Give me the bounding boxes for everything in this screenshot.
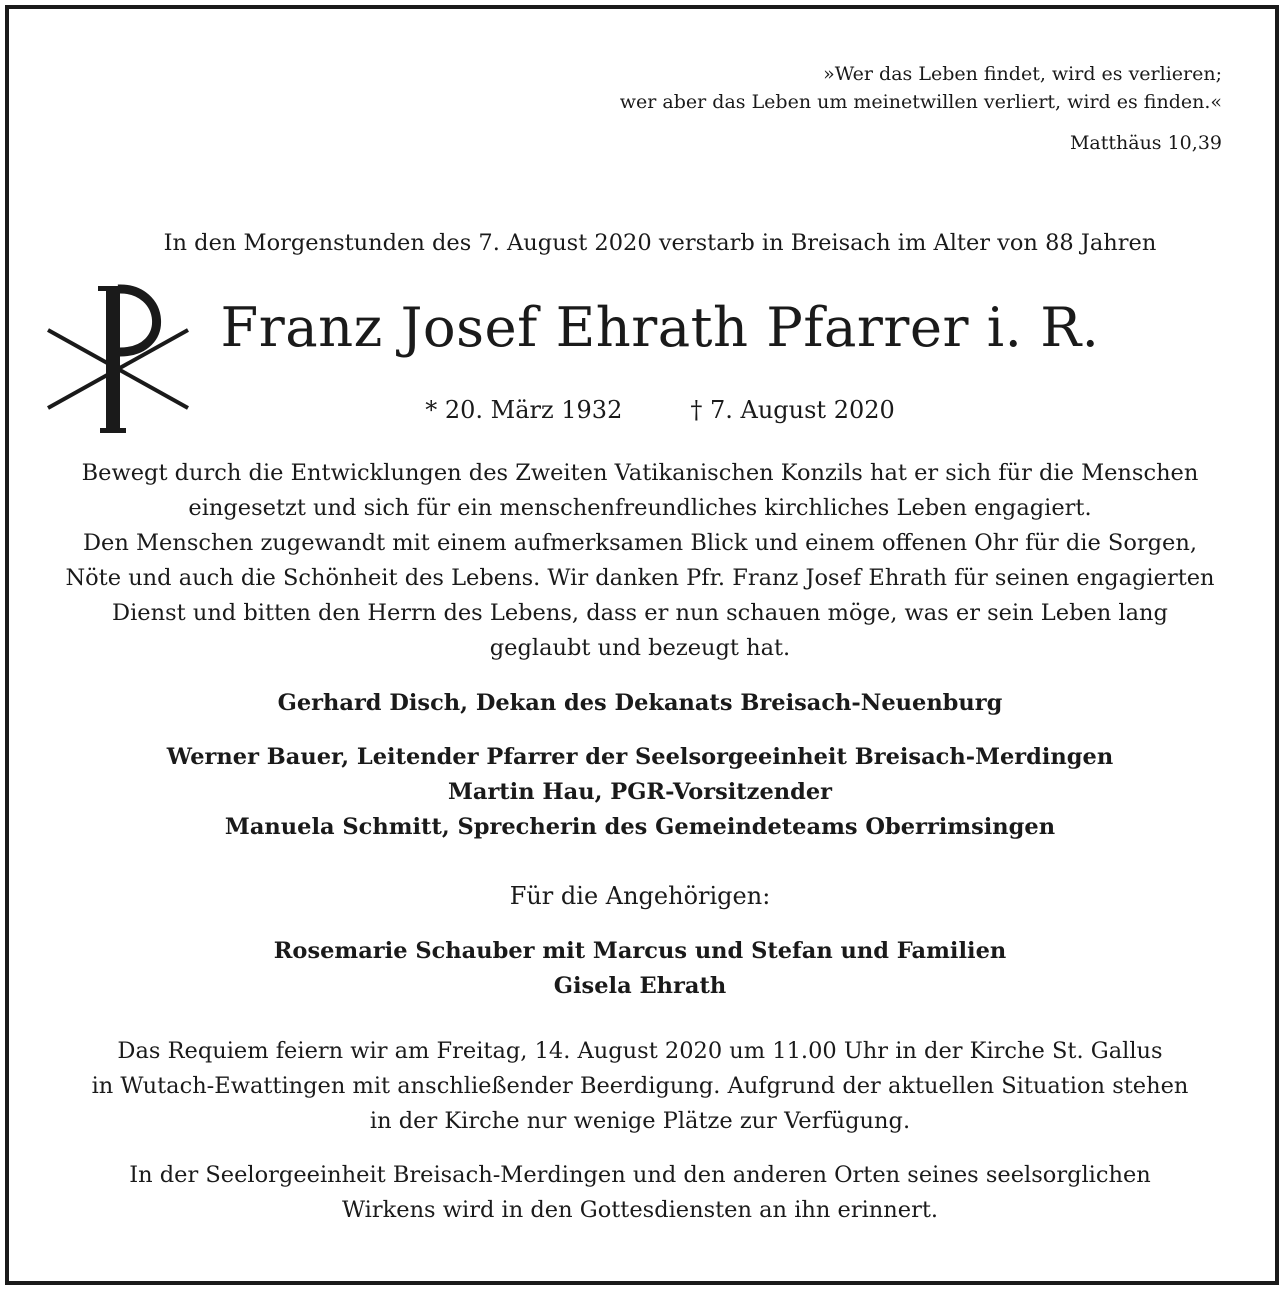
signatory-line: Gerhard Disch, Dekan des Dekanats Breisach-Neuenburg bbox=[277, 690, 1003, 716]
body-line: geglaubt und bezeugt hat. bbox=[489, 635, 791, 661]
family-signatories bbox=[0, 934, 1280, 1004]
life-dates bbox=[0, 396, 1280, 424]
body-line: Nöte und auch die Schönheit des Lebens. Wir danken Pfr. Franz Josef Ehrath für seinen engagierten bbox=[65, 565, 1215, 591]
signatory-line: Werner Bauer, Leitender Pfarrer der Seelsorgeeinheit Breisach-Merdingen bbox=[166, 744, 1114, 770]
quote-line-2: wer aber das Leben um meinetwillen verliert, wird es finden.« bbox=[619, 91, 1222, 113]
memorial-line: Wirkens wird in den Gottesdiensten an ihn erinnert. bbox=[341, 1197, 939, 1223]
death-date: † 7. August 2020 bbox=[690, 396, 895, 424]
signatory-line: Manuela Schmitt, Sprecherin des Gemeindeteams Oberrimsingen bbox=[224, 814, 1056, 840]
obituary-body bbox=[0, 456, 1280, 666]
bible-quote bbox=[620, 60, 1222, 116]
requiem-line: in Wutach-Ewattingen mit anschließender Beerdigung. Aufgrund der aktuellen Situation stehen bbox=[91, 1073, 1189, 1099]
memorial-line: In der Seelorgeeinheit Breisach-Merdingen und den anderen Orten seines seelsorglichen bbox=[129, 1162, 1151, 1188]
requiem-line: Das Requiem feiern wir am Freitag, 14. August 2020 um 11.00 Uhr in der Kirche St. Gallus bbox=[117, 1038, 1163, 1064]
body-line: Dienst und bitten den Herrn des Lebens, dass er nun schauen möge, was er sein Leben lang bbox=[112, 600, 1168, 626]
intro-text: In den Morgenstunden des 7. August 2020 verstarb in Breisach im Alter von 88 Jahren bbox=[163, 230, 1157, 256]
body-line: Den Menschen zugewandt mit einem aufmerksamen Blick und einem offenen Ohr für die Sorgen, bbox=[83, 530, 1197, 556]
signatory-dekanat bbox=[0, 686, 1280, 721]
signatories-seelsorge bbox=[0, 740, 1280, 845]
body-line: Bewegt durch die Entwicklungen des Zweiten Vatikanischen Konzils hat er sich für die Menschen bbox=[81, 460, 1199, 486]
requiem-info bbox=[0, 1034, 1280, 1139]
body-line: eingesetzt und sich für ein menschenfreundliches kirchliches Leben engagiert. bbox=[188, 495, 1092, 521]
family-line: Rosemarie Schauber mit Marcus und Stefan und Familien bbox=[273, 938, 1007, 964]
quote-reference: Matthäus 10,39 bbox=[1069, 132, 1222, 154]
birth-date: * 20. März 1932 bbox=[425, 396, 623, 424]
requiem-line: in der Kirche nur wenige Plätze zur Verfügung. bbox=[369, 1108, 911, 1134]
deceased-name: Franz Josef Ehrath Pfarrer i. R. bbox=[220, 296, 1100, 359]
family-label: Für die Angehörigen: bbox=[509, 882, 771, 910]
signatory-line: Martin Hau, PGR-Vorsitzender bbox=[447, 779, 833, 805]
family-line: Gisela Ehrath bbox=[553, 973, 727, 999]
memorial-info bbox=[0, 1158, 1280, 1228]
quote-line-1: »Wer das Leben findet, wird es verlieren; bbox=[823, 63, 1222, 85]
